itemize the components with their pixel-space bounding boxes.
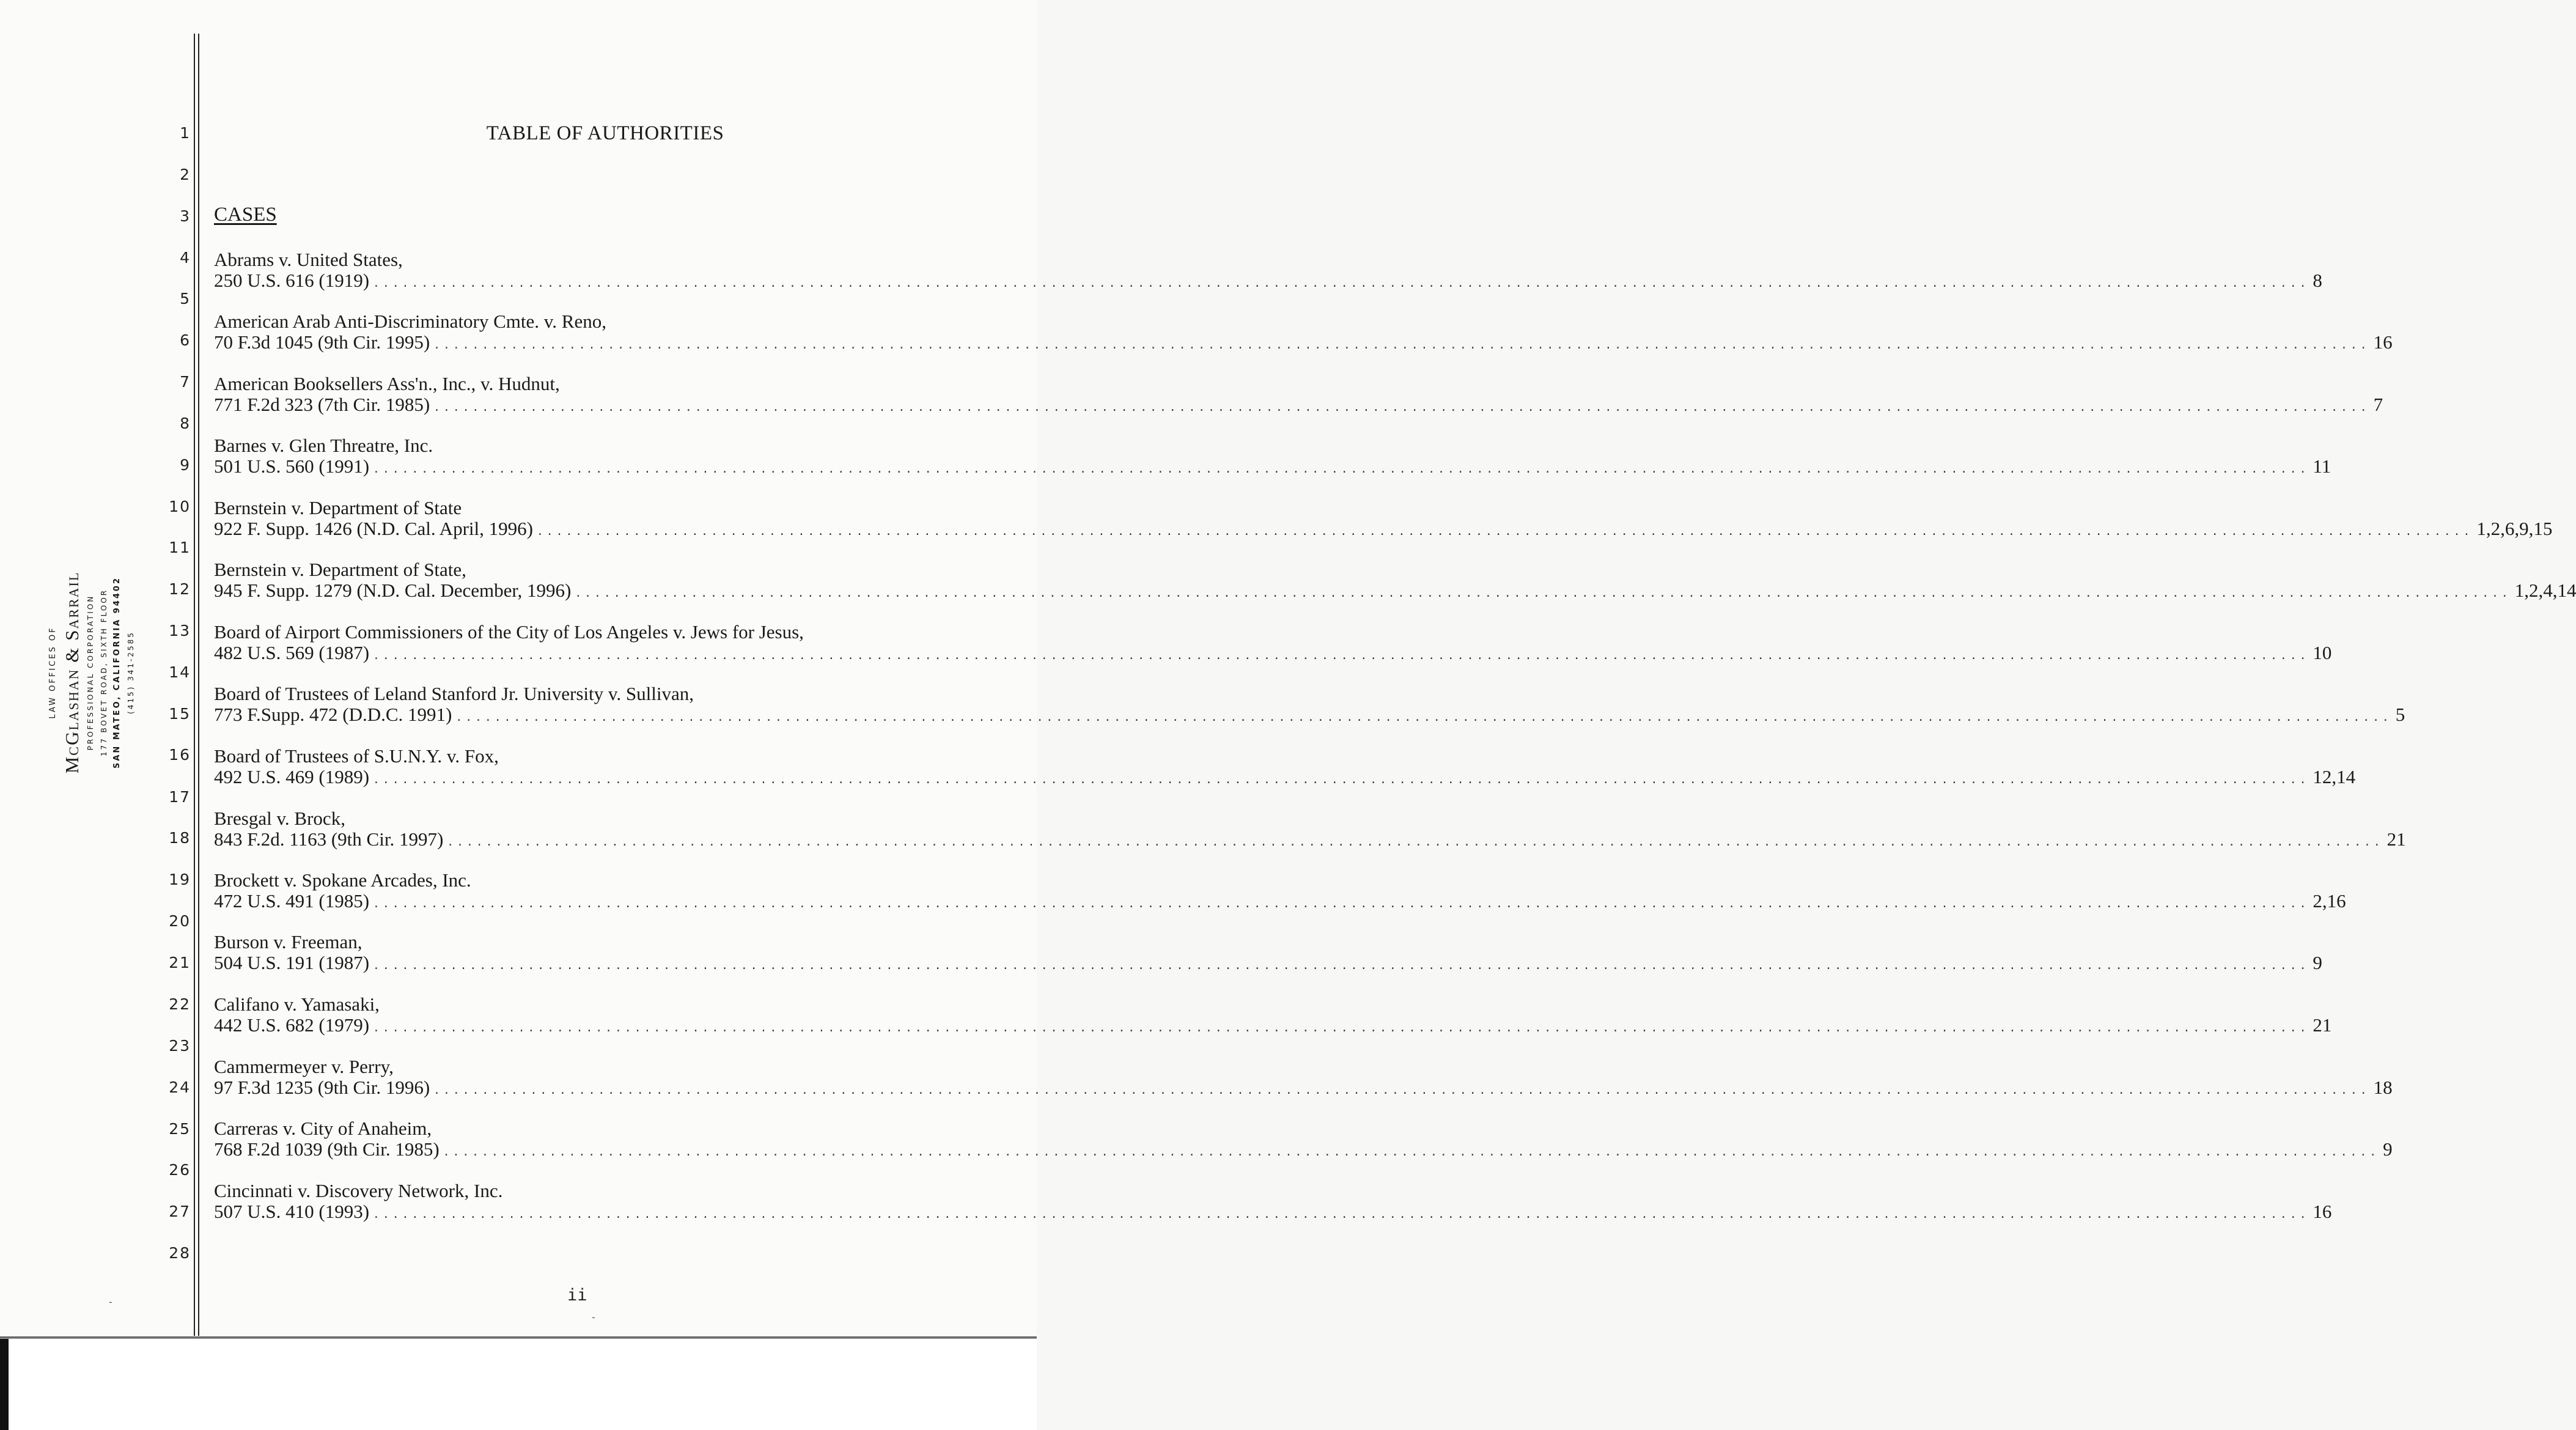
authority-entry [214, 1180, 2332, 1225]
case-citation: 501 U.S. 560 (1991) [214, 455, 370, 477]
line-number: 22 [169, 995, 191, 1013]
firm-law-offices: LAW OFFICES OF [48, 626, 57, 719]
citation-row [214, 952, 2322, 976]
dot-leader: ........................................................................................................................................................................................................ [433, 401, 2370, 414]
authority-entry [214, 931, 2322, 976]
dot-leader: ........................................................................................................................................................................................................ [575, 587, 2511, 600]
line-number: 24 [169, 1078, 191, 1096]
dot-leader: ........................................................................................................................................................................................................ [373, 649, 2309, 662]
page-references: 18 [2373, 1077, 2393, 1098]
case-name: Bresgal v. Brock, [214, 808, 345, 829]
dot-leader: ........................................................................................................................................................................................................ [373, 897, 2309, 910]
case-citation: 768 F.2d 1039 (9th Cir. 1985) [214, 1138, 440, 1160]
case-citation: 472 U.S. 491 (1985) [214, 890, 370, 912]
dot-leader: ........................................................................................................................................................................................................ [373, 1022, 2309, 1034]
line-number: 6 [180, 331, 191, 349]
citation-row [214, 1077, 2393, 1101]
citation-row [214, 828, 2406, 853]
citation-row [214, 580, 2576, 604]
scan-mark: - [108, 1296, 114, 1308]
page-references: 5 [2395, 704, 2405, 725]
authority-entry [214, 1056, 2393, 1101]
line-number: 9 [180, 456, 191, 474]
authority-entry [214, 621, 2332, 666]
citation-row [214, 331, 2393, 356]
page-title: TABLE OF AUTHORITIES [486, 122, 724, 144]
authority-entry [214, 249, 2322, 294]
page-number: ii [567, 1286, 587, 1305]
line-number: 1 [180, 124, 191, 142]
page-references: 16 [2313, 1201, 2332, 1222]
firm-address: 177 BOVET ROAD, SIXTH FLOOR [100, 588, 108, 757]
line-number: 20 [169, 912, 191, 930]
page-references: 12,14 [2313, 766, 2356, 787]
line-number: 26 [169, 1161, 191, 1179]
page-references: 21 [2313, 1014, 2332, 1036]
line-number: 3 [180, 207, 191, 225]
citation-row [214, 1138, 2393, 1163]
authority-entry [214, 435, 2331, 480]
case-name: Califano v. Yamasaki, [214, 993, 380, 1015]
line-number: 5 [180, 290, 191, 308]
firm-name: McGlashan & Sarrail [61, 571, 83, 774]
case-name: American Arab Anti-Discriminatory Cmte. v. Reno, [214, 311, 606, 332]
line-number: 2 [180, 166, 191, 183]
authority-entry [214, 745, 2356, 791]
authority-entry [214, 311, 2393, 356]
scan-shadow [0, 1339, 9, 1430]
page-references: 9 [2383, 1138, 2393, 1160]
page-references: 10 [2313, 642, 2332, 663]
line-number: 10 [169, 498, 191, 515]
margin-rule-outer [194, 34, 195, 1336]
citation-row [214, 270, 2322, 294]
line-number: 27 [169, 1203, 191, 1220]
case-name: Cammermeyer v. Perry, [214, 1056, 394, 1077]
case-citation: 843 F.2d. 1163 (9th Cir. 1997) [214, 828, 444, 850]
dot-leader: ........................................................................................................................................................................................................ [447, 836, 2383, 849]
case-name: Abrams v. United States, [214, 249, 403, 270]
case-name: Burson v. Freeman, [214, 931, 362, 953]
dot-leader: ........................................................................................................................................................................................................ [443, 1146, 2380, 1159]
citation-row [214, 518, 2553, 542]
case-name: Bernstein v. Department of State [214, 497, 462, 518]
line-number: 13 [169, 622, 191, 639]
dot-leader: ........................................................................................................................................................................................................ [373, 773, 2309, 786]
line-number: 19 [169, 871, 191, 888]
citation-row [214, 890, 2346, 915]
line-number: 8 [180, 415, 191, 432]
line-number: 28 [169, 1244, 191, 1262]
case-citation: 945 F. Supp. 1279 (N.D. Cal. December, 1996) [214, 580, 572, 601]
dot-leader: ........................................................................................................................................................................................................ [433, 1084, 2370, 1097]
authority-entry [214, 497, 2553, 542]
authority-entry [214, 808, 2406, 853]
case-name: American Booksellers Ass'n., Inc., v. Hudnut, [214, 373, 560, 394]
citation-row [214, 1201, 2332, 1225]
case-name: Bernstein v. Department of State, [214, 559, 466, 580]
case-citation: 771 F.2d 323 (7th Cir. 1985) [214, 394, 430, 415]
line-number: 23 [169, 1037, 191, 1055]
line-number: 25 [169, 1120, 191, 1138]
case-citation: 507 U.S. 410 (1993) [214, 1201, 370, 1222]
line-number: 14 [169, 663, 191, 681]
authority-entry [214, 683, 2405, 728]
line-number: 11 [169, 539, 191, 556]
case-name: Board of Airport Commissioners of the City of Los Angeles v. Jews for Jesus, [214, 621, 804, 643]
line-number: 7 [180, 373, 191, 391]
citation-row [214, 394, 2383, 418]
firm-city: SAN MATEO, CALIFORNIA 94402 [112, 577, 122, 768]
citation-row [214, 642, 2332, 666]
page-references: 16 [2373, 331, 2393, 353]
dot-leader: ........................................................................................................................................................................................................ [373, 463, 2309, 476]
page-references: 7 [2373, 394, 2383, 415]
case-citation: 442 U.S. 682 (1979) [214, 1014, 370, 1036]
line-number: 21 [169, 954, 191, 971]
case-name: Board of Trustees of Leland Stanford Jr. University v. Sullivan, [214, 683, 694, 704]
case-citation: 482 U.S. 569 (1987) [214, 642, 370, 663]
dot-leader: ........................................................................................................................................................................................................ [373, 277, 2309, 290]
authority-entry [214, 869, 2346, 915]
case-citation: 70 F.3d 1045 (9th Cir. 1995) [214, 331, 430, 353]
authority-entry [214, 1118, 2393, 1163]
dot-leader: ........................................................................................................................................................................................................ [373, 959, 2309, 972]
dot-leader: ........................................................................................................................................................................................................ [373, 1208, 2309, 1221]
citation-row [214, 766, 2356, 791]
case-citation: 250 U.S. 616 (1919) [214, 270, 370, 291]
page-references: 9 [2313, 952, 2322, 973]
citation-row [214, 704, 2405, 728]
case-name: Board of Trustees of S.U.N.Y. v. Fox, [214, 745, 499, 767]
firm-phone: (415) 341-2585 [127, 631, 135, 714]
page-references: 11 [2313, 455, 2331, 477]
case-name: Brockett v. Spokane Arcades, Inc. [214, 869, 471, 891]
case-name: Barnes v. Glen Threatre, Inc. [214, 435, 433, 456]
page-references: 8 [2313, 270, 2322, 291]
case-name: Cincinnati v. Discovery Network, Inc. [214, 1180, 503, 1201]
margin-rule-inner [198, 34, 199, 1336]
line-number: 15 [169, 705, 191, 723]
line-number: 12 [169, 580, 191, 598]
case-citation: 922 F. Supp. 1426 (N.D. Cal. April, 1996) [214, 518, 533, 539]
authority-entry [214, 559, 2576, 604]
law-firm-sidebar [34, 526, 150, 819]
dot-leader: ........................................................................................................................................................................................................ [455, 711, 2392, 724]
citation-row [214, 1014, 2332, 1039]
page-references: 21 [2386, 828, 2406, 850]
line-number: 17 [169, 788, 191, 806]
case-citation: 97 F.3d 1235 (9th Cir. 1996) [214, 1077, 430, 1098]
scan-background [0, 1339, 1037, 1430]
authority-entry [214, 373, 2383, 418]
authority-entry [214, 993, 2332, 1039]
case-citation: 773 F.Supp. 472 (D.D.C. 1991) [214, 704, 452, 725]
page-references: 2,16 [2313, 890, 2346, 912]
citation-row [214, 455, 2331, 480]
scan-mark: - [591, 1311, 597, 1323]
page-references: 1,2,6,9,15 [2476, 518, 2553, 539]
case-citation: 492 U.S. 469 (1989) [214, 766, 370, 787]
case-citation: 504 U.S. 191 (1987) [214, 952, 370, 973]
dot-leader: ........................................................................................................................................................................................................ [433, 339, 2370, 352]
line-number: 4 [180, 249, 191, 267]
line-number: 18 [169, 829, 191, 847]
section-heading: CASES [214, 204, 277, 226]
line-number: 16 [169, 746, 191, 764]
case-name: Carreras v. City of Anaheim, [214, 1118, 432, 1139]
dot-leader: ........................................................................................................................................................................................................ [536, 525, 2473, 538]
page-references: 1,2,4,14 [2514, 580, 2576, 601]
firm-corporation: PROFESSIONAL CORPORATION [86, 594, 95, 751]
